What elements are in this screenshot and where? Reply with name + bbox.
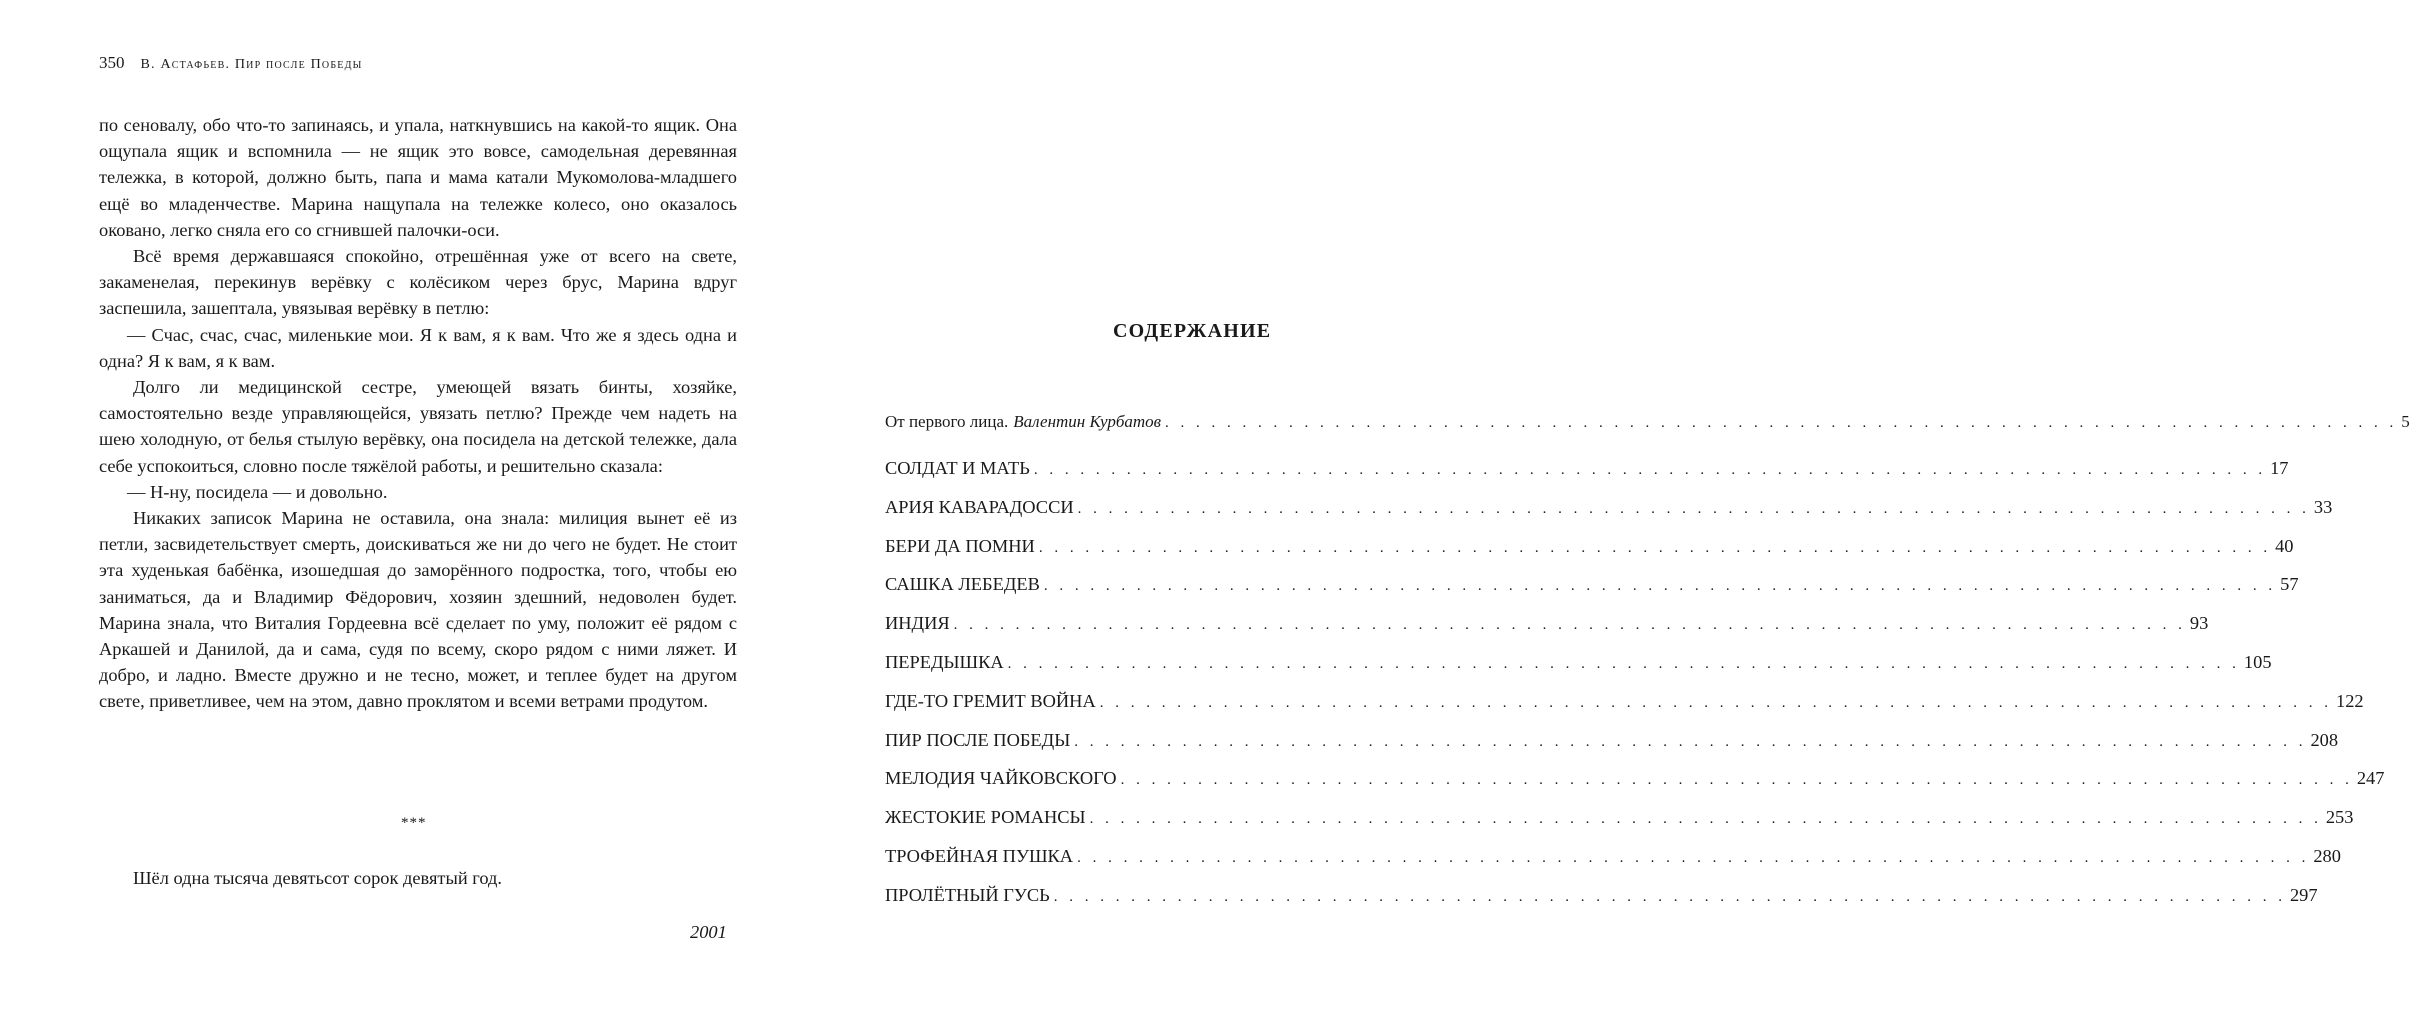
paragraph: Всё время державшаяся спокойно, отрешённая уже от всего на свете, закаменелая, перекинув верёвку с колёсиком через брус, Марина вдруг заспешила, зашептала, увязывая верёвку в петлю: bbox=[99, 246, 737, 319]
toc-entry bbox=[885, 651, 2272, 691]
toc-entry-title: МЕЛОДИЯ ЧАЙКОВСКОГО bbox=[885, 768, 1117, 789]
toc-list bbox=[885, 412, 2410, 924]
paragraph: по сеновалу, обо что-то запинаясь, и упала, наткнувшись на какой-то ящик. Она ощупала ящик и вспомнила — не ящик это вовсе, самодельная деревянная тележка, в которой, должно быть, папа и мама катали Мукомолова-младшего ещё во младенчестве. Марина нащупала на тележке колесо, оно оказалось оковано, легко сняла его со сгнившей палочки-оси. bbox=[99, 115, 737, 240]
toc-entry-title: САШКА ЛЕБЕДЕВ bbox=[885, 574, 1040, 595]
dot-leader: . . . . . . . . . . . . . . . . . . . . . . . . . . . . . . . . . . . . . . . . . . . . . . . . . . . . . . . . . . . . . . . . . . . . . . . . . . . . . . . . bbox=[1053, 888, 2286, 905]
toc-entry-page: 33 bbox=[2313, 496, 2333, 517]
toc-entry-page: 253 bbox=[2325, 807, 2354, 828]
toc-entry-title: СОЛДАТ И МАТЬ bbox=[885, 458, 1030, 478]
left-page bbox=[0, 0, 803, 1025]
toc-entry-page: 297 bbox=[2289, 884, 2318, 905]
toc-entry-page: 57 bbox=[2280, 574, 2299, 595]
toc-entry-title: ТРОФЕЙНАЯ ПУШКА bbox=[885, 845, 1074, 866]
toc-entry-page: 247 bbox=[2356, 768, 2385, 789]
running-title: В. Астафьев. Пир после Победы bbox=[140, 57, 363, 72]
dialogue-line: — Счас, счас, счас, миленькие мои. Я к вам, я к вам. Что же я здесь одна и одна? Я к вам, я к вам. bbox=[99, 324, 737, 371]
dot-leader: . . . . . . . . . . . . . . . . . . . . . . . . . . . . . . . . . . . . . . . . . . . . . . . . . . . . . . . . . . . . . . . . . . . . . . . . . . . . . . . . bbox=[953, 617, 2186, 634]
dot-leader: . . . . . . . . . . . . . . . . . . . . . . . . . . . . . . . . . . . . . . . . . . . . . . . . . . . . . . . . . . . . . . . . . . . . . . . . . . . . . . . . bbox=[1077, 500, 2310, 517]
date: 2001 bbox=[690, 922, 727, 942]
toc-entry bbox=[885, 768, 2385, 807]
dot-leader: . . . . . . . . . . . . . . . . . . . . . . . . . . . . . . . . . . . . . . . . . . . . . . . . . . . . . . . . . . . . . . . . . . . . . . . . . . . . . . . . bbox=[1074, 733, 2307, 750]
paragraph: Никаких записок Марина не оставила, она знала: милиция вынет её из петли, засвидетельствует смерть, доискиваться же ни до чего не будет. Не стоит эта худенькая бабёнка, изошедшая до заморённого подростка, того, чтобы ею заниматься, да и Владимир Фёдорович, хозяин здешний, недоволен будет. Марина знала, что Виталия Гордеевна всё сделает по уму, положит её рядом с Аркашей и Данилой, да и сама, судя по всему, скоро рядом с ними ляжет. И добро, и ладно. Вместе дружно и не тесно, может, и теплее будет на другом свете, приветливее, чем на этом, давно проклятом и всеми ветрами продутом. bbox=[99, 508, 737, 712]
toc-entry-page: 40 bbox=[2275, 535, 2294, 556]
page-number: 350 bbox=[99, 53, 125, 72]
toc-entry bbox=[885, 535, 2294, 575]
dot-leader: . . . . . . . . . . . . . . . . . . . . . . . . . . . . . . . . . . . . . . . . . . . . . . . . . . . . . . . . . . . . . . . . . . . . . . . . . . . . . . . . bbox=[1077, 849, 2310, 866]
dot-leader: . . . . . . . . . . . . . . . . . . . . . . . . . . . . . . . . . . . . . . . . . . . . . . . . . . . . . . . . . . . . . . . . . . . . . . . . . . . . . . . . bbox=[1089, 811, 2322, 828]
toc-entry bbox=[885, 412, 2410, 458]
toc-entry bbox=[885, 574, 2299, 613]
section-break: *** bbox=[401, 815, 427, 831]
toc-entry-page: 5 bbox=[2401, 412, 2410, 431]
dot-leader: . . . . . . . . . . . . . . . . . . . . . . . . . . . . . . . . . . . . . . . . . . . . . . . . . . . . . . . . . . . . . . . . . . . . . . . . . . . . . . . . bbox=[1038, 539, 2272, 556]
toc-entry-title: ГДЕ-ТО ГРЕМИТ ВОЙНА bbox=[885, 690, 1096, 711]
toc-entry-author: Валентин Курбатов bbox=[1013, 412, 1162, 431]
toc-entry bbox=[885, 690, 2364, 730]
dot-leader: . . . . . . . . . . . . . . . . . . . . . . . . . . . . . . . . . . . . . . . . . . . . . . . . . . . . . . . . . . . . . . . . . . . . . . . . . . . . . . . . bbox=[1099, 694, 2332, 711]
right-page bbox=[803, 0, 2410, 1025]
toc-entry-title: ПИР ПОСЛЕ ПОБЕДЫ bbox=[885, 729, 1071, 750]
toc-title: СОДЕРЖАНИЕ bbox=[1113, 320, 1272, 342]
running-head bbox=[99, 53, 363, 73]
dot-leader: . . . . . . . . . . . . . . . . . . . . . . . . . . . . . . . . . . . . . . . . . . . . . . . . . . . . . . . . . . . . . . . . . . . . . . . . . . . . . . . . bbox=[1120, 772, 2353, 789]
toc-entry-title: ПЕРЕДЫШКА bbox=[885, 651, 1004, 672]
toc-entry-title: От первого лица. bbox=[885, 412, 1009, 431]
toc-entry bbox=[885, 496, 2333, 536]
toc-entry-page: 122 bbox=[2336, 690, 2364, 711]
toc-entry bbox=[885, 845, 2341, 885]
dot-leader: . . . . . . . . . . . . . . . . . . . . . . . . . . . . . . . . . . . . . . . . . . . . . . . . . . . . . . . . . . . . . . . . . . . . . . . . . . . . . . . . bbox=[1007, 655, 2240, 672]
dot-leader: . . . . . . . . . . . . . . . . . . . . . . . . . . . . . . . . . . . . . . . . . . . . . . . . . . . . . . . . . . . . . . . . . . . . . . . . . . . . . . . . bbox=[1033, 462, 2267, 478]
toc-entry-title: ПРОЛЁТНЫЙ ГУСЬ bbox=[885, 884, 1050, 905]
closing-line: Шёл одна тысяча девятьсот сорок девятый год. bbox=[133, 868, 502, 888]
body-text bbox=[99, 112, 737, 715]
toc-entry bbox=[885, 458, 2289, 497]
toc-entry bbox=[885, 613, 2209, 652]
paragraph: Долго ли медицинской сестре, умеющей вязать бинты, хозяйке, самостоятельно везде управляющейся, увязать петлю? Прежде чем надеть на шею холодную, от белья стылую верёвку, она посидела на детской тележке, дала себе успокоиться, словно после тяжёлой работы, и решительно сказала: bbox=[99, 377, 737, 476]
toc-entry-title: ЖЕСТОКИЕ РОМАНСЫ bbox=[885, 807, 1086, 828]
toc-entry-page: 208 bbox=[2310, 729, 2339, 750]
toc-entry bbox=[885, 884, 2318, 924]
toc-entry-page: 93 bbox=[2189, 613, 2209, 634]
toc-entry-title: БЕРИ ДА ПОМНИ bbox=[885, 535, 1035, 556]
toc-entry-page: 280 bbox=[2313, 845, 2341, 866]
toc-entry bbox=[885, 807, 2354, 846]
dialogue-line: — Н-ну, посидела — и довольно. bbox=[127, 481, 388, 502]
dot-leader: . . . . . . . . . . . . . . . . . . . . . . . . . . . . . . . . . . . . . . . . . . . . . . . . . . . . . . . . . . . . . . . . . . . . . . . . . . . . . . . . bbox=[1043, 578, 2277, 595]
toc-entry-page: 105 bbox=[2243, 651, 2272, 672]
toc-entry-page: 17 bbox=[2270, 458, 2289, 478]
toc-entry-title: АРИЯ КАВАРАДОССИ bbox=[885, 496, 1074, 517]
toc-entry bbox=[885, 729, 2339, 769]
toc-entry-title: ИНДИЯ bbox=[885, 613, 950, 634]
dot-leader: . . . . . . . . . . . . . . . . . . . . . . . . . . . . . . . . . . . . . . . . . . . . . . . . . . . . . . . . . . . . . . . . . . . . . . . . . . . . . . . . bbox=[1165, 415, 2398, 431]
